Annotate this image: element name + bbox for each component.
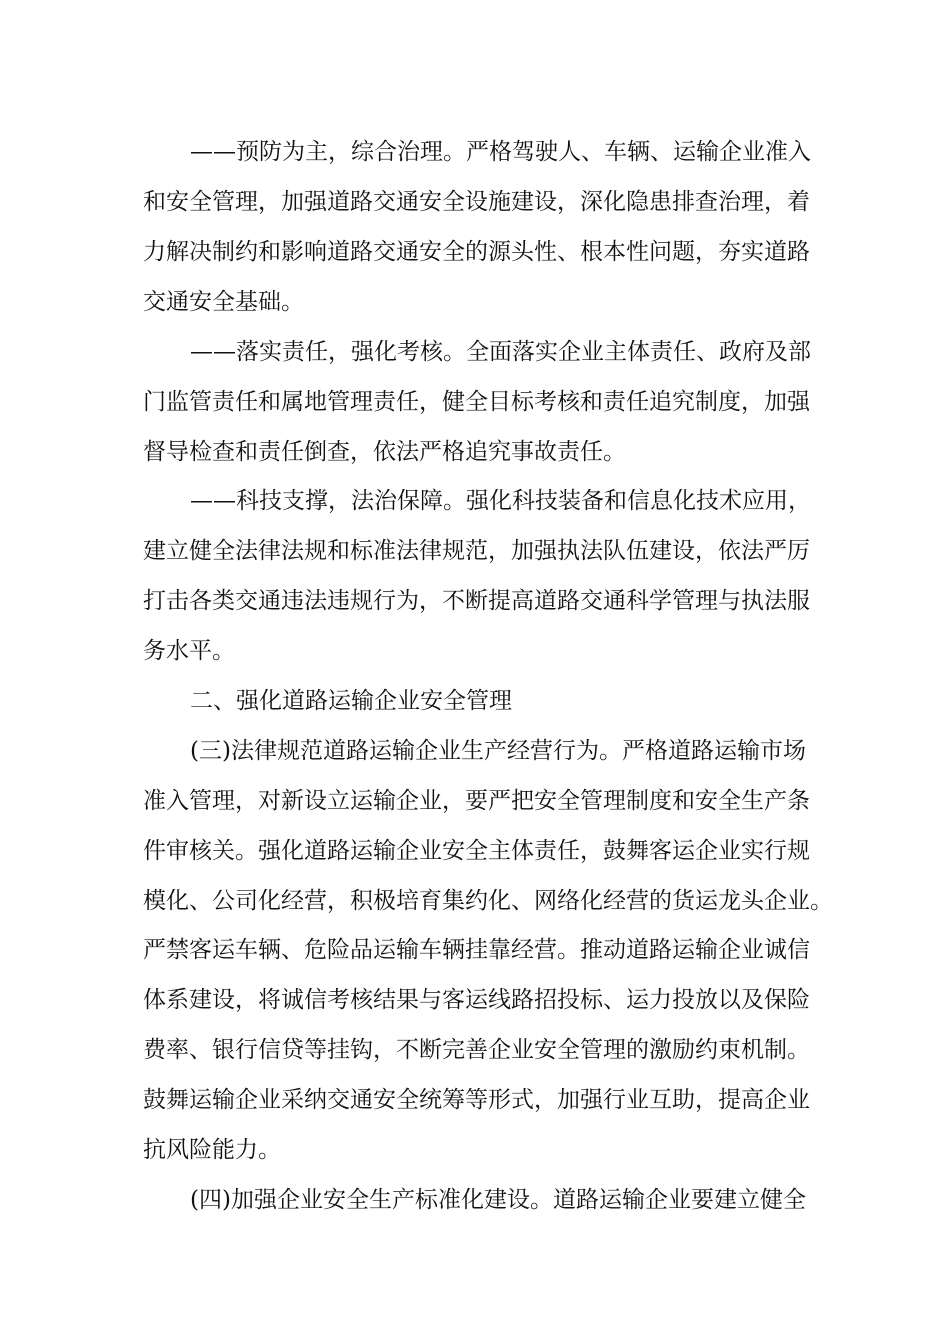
paragraph-line: 鼓舞运输企业采纳交通安全统筹等形式，加强行业互助，提高企业	[143, 1087, 810, 1113]
paragraph-line: 模化、公司化经营，积极培育集约化、网络化经营的货运龙头企业。	[143, 888, 833, 914]
paragraph-line: 抗风险能力。	[143, 1137, 281, 1163]
paragraph-line: (四)加强企业安全生产标准化建设。道路运输企业要建立健全	[190, 1187, 806, 1213]
paragraph-line: 准入管理，对新设立运输企业，要严把安全管理制度和安全生产条	[143, 788, 810, 814]
paragraph-line: 力解决制约和影响道路交通安全的源头性、根本性问题，夯实道路	[143, 239, 810, 265]
paragraph-line: 建立健全法律法规和标准法律规范，加强执法队伍建设，依法严厉	[143, 538, 810, 564]
paragraph-line: 和安全管理，加强道路交通安全设施建设，深化隐患排查治理，着	[143, 189, 810, 215]
paragraph-line: ——落实责任，强化考核。全面落实企业主体责任、政府及部	[190, 339, 811, 365]
paragraph-line: 交通安全基础。	[143, 289, 304, 315]
paragraph-line: ——科技支撑，法治保障。强化科技装备和信息化技术应用，	[190, 488, 811, 514]
paragraph-line: 严禁客运车辆、危险品运输车辆挂靠经营。推动道路运输企业诚信	[143, 937, 810, 963]
paragraph-line: 务水平。	[143, 638, 235, 664]
paragraph-line: 督导检查和责任倒查，依法严格追究事故责任。	[143, 439, 626, 465]
paragraph-line: 打击各类交通违法违规行为，不断提高道路交通科学管理与执法服	[143, 588, 810, 614]
paragraph-line: ——预防为主，综合治理。严格驾驶人、车辆、运输企业准入	[190, 139, 811, 165]
paragraph-line: 件审核关。强化道路运输企业安全主体责任，鼓舞客运企业实行规	[143, 838, 810, 864]
paragraph-line: 门监管责任和属地管理责任，健全目标考核和责任追究制度，加强	[143, 389, 810, 415]
section-heading: 二、强化道路运输企业安全管理	[190, 688, 512, 714]
paragraph-line: (三)法律规范道路运输企业生产经营行为。严格道路运输市场	[190, 738, 806, 764]
paragraph-line: 体系建设，将诚信考核结果与客运线路招投标、运力投放以及保险	[143, 987, 810, 1013]
paragraph-line: 费率、银行信贷等挂钩，不断完善企业安全管理的激励约束机制。	[143, 1037, 810, 1063]
